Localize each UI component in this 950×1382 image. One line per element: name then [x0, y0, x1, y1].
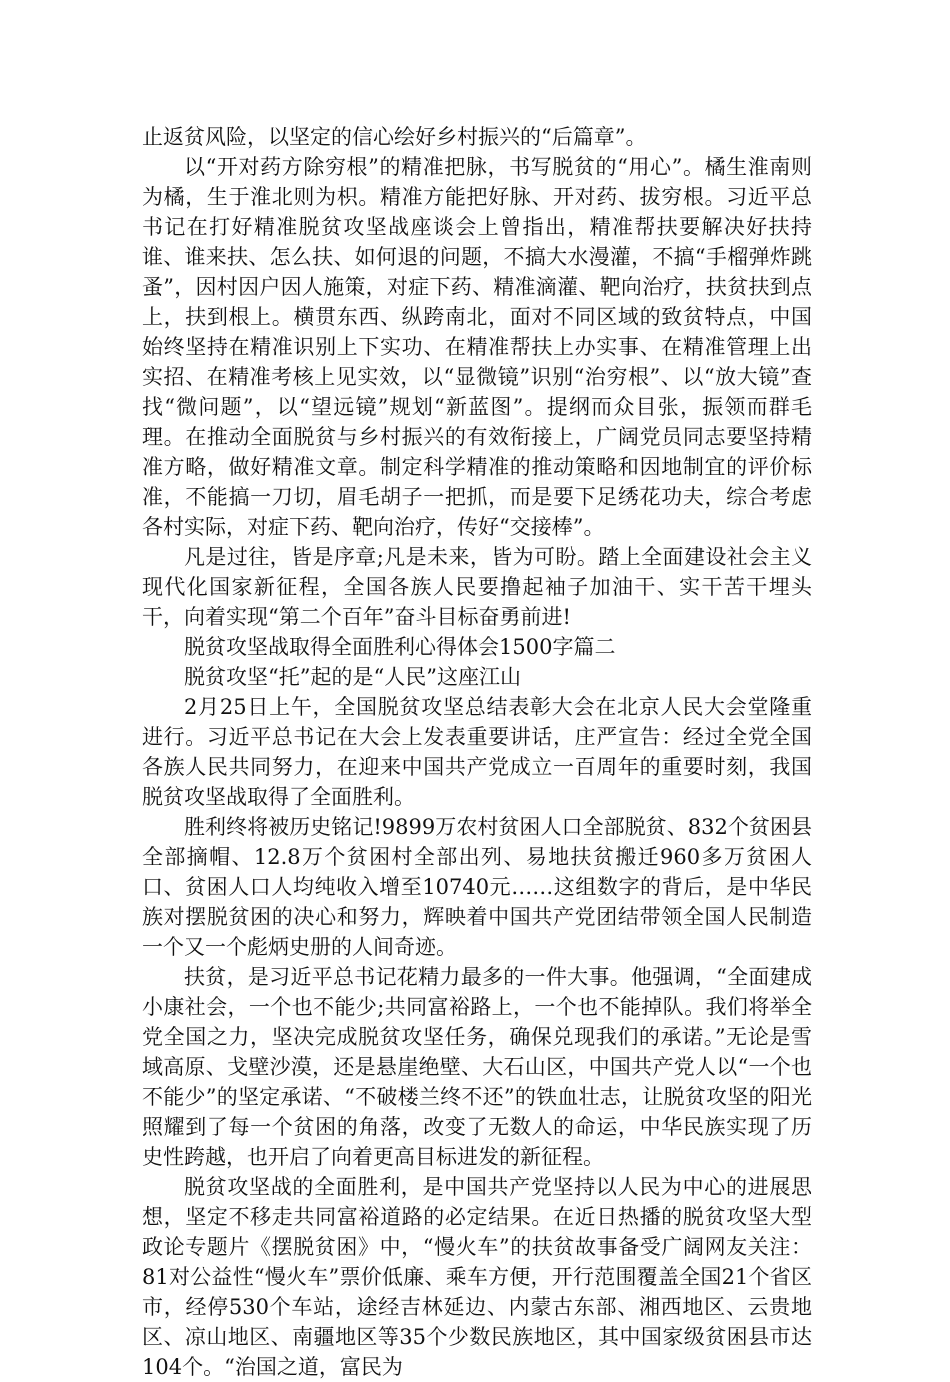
paragraph-continuation: 止返贫风险，以坚定的信心绘好乡村振兴的“后篇章”。 — [142, 125, 647, 149]
document-body — [142, 122, 812, 1382]
section-subtitle: 脱贫攻坚“托”起的是“人民”这座江山 — [184, 665, 521, 689]
paragraph-victory-figures: 胜利终将被历史铭记!9899万农村贫困人口全部脱贫、832个贫困县全部摘帽、12.8万个贫困村全部出列、易地扶贫搬迁960多万贫困人口、贫困人口人均纯收入增至10740元……这组数字的背后，是中华民族对摆脱贫困的决心和努力，辉映着中国共产党团结带领全国人民制造一个又一个彪炳史册的人间奇迹。 — [142, 815, 812, 959]
paragraph-conference: 2月25日上午，全国脱贫攻坚总结表彰大会在北京人民大会堂隆重进行。习近平总书记在大会上发表重要讲话，庄严宣告：经过全党全国各族人民共同努力，在迎来中国共产党成立一百周年的重要时刻，我国脱贫攻坚战取得了全面胜利。 — [142, 695, 812, 809]
paragraph-precision-poverty: 以“开对药方除穷根”的精准把脉，书写脱贫的“用心”。橘生淮南则为橘，生于淮北则为枳。精准方能把好脉、开对药、拔穷根。习近平总书记在打好精准脱贫攻坚战座谈会上曾指出，精准帮扶要解决好扶持谁、谁来扶、怎么扶、如何退的问题，不搞大水漫灌，不搞“手榴弹炸跳蚤”，因村因户因人施策，对症下药、精准滴灌、靶向治疗，扶贫扶到点上，扶到根上。横贯东西、纵跨南北，面对不同区域的致贫特点，中国始终坚持在精准识别上下实功、在精准帮扶上办实事、在精准管理上出实招、在精准考核上见实效，以“显微镜”识别“治穷根”、以“放大镜”查找“微问题”，以“望远镜”规划“新蓝图”。提纲而众目张，振领而群毛理。在推动全面脱贫与乡村振兴的有效衔接上，广阔党员同志要坚持精准方略，做好精准文章。制定科学精准的推动策略和因地制宜的评价标准，不能搞一刀切，眉毛胡子一把抓，而是要下足绣花功夫，综合考虑各村实际，对症下药、靶向治疗，传好“交接棒”。 — [142, 155, 812, 539]
paragraph-poverty-alleviation: 扶贫，是习近平总书记花精力最多的一件大事。他强调，“全面建成小康社会，一个也不能少;共同富裕路上，一个也不能掉队。我们将举全党全国之力，坚决完成脱贫攻坚任务，确保兑现我们的承诺。”无论是雪域高原、戈壁沙漠，还是悬崖绝壁、大石山区，中国共产党人以“一个也不能少”的坚定承诺、“不破楼兰终不还”的铁血壮志，让脱贫攻坚的阳光照耀到了每一个贫困的角落，改变了无数人的命运，中华民族实现了历史性跨越，也开启了向着更高目标进发的新征程。 — [142, 965, 812, 1169]
paragraph-new-journey: 凡是过往，皆是序章;凡是未来，皆为可盼。踏上全面建设社会主义现代化国家新征程，全国各族人民要撸起袖子加油干、实干苦干埋头干，向着实现“第二个百年”奋斗目标奋勇前进! — [142, 545, 812, 629]
section-heading: 脱贫攻坚战取得全面胜利心得体会1500字篇二 — [184, 635, 616, 659]
paragraph-slow-train: 脱贫攻坚战的全面胜利，是中国共产党坚持以人民为中心的进展思想，坚定不移走共同富裕道路的必定结果。在近日热播的脱贫攻坚大型政论专题片《摆脱贫困》中，“慢火车”的扶贫故事备受广阔网友关注：81对公益性“慢火车”票价低廉、乘车方便，开行范围覆盖全国21个省区市，经停530个车站，途经吉林延边、内蒙古东部、湘西地区、云贵地区、凉山地区、南疆地区等35个少数民族地区，其中国家级贫困县市达104个。“治国之道，富民为 — [142, 1175, 812, 1379]
